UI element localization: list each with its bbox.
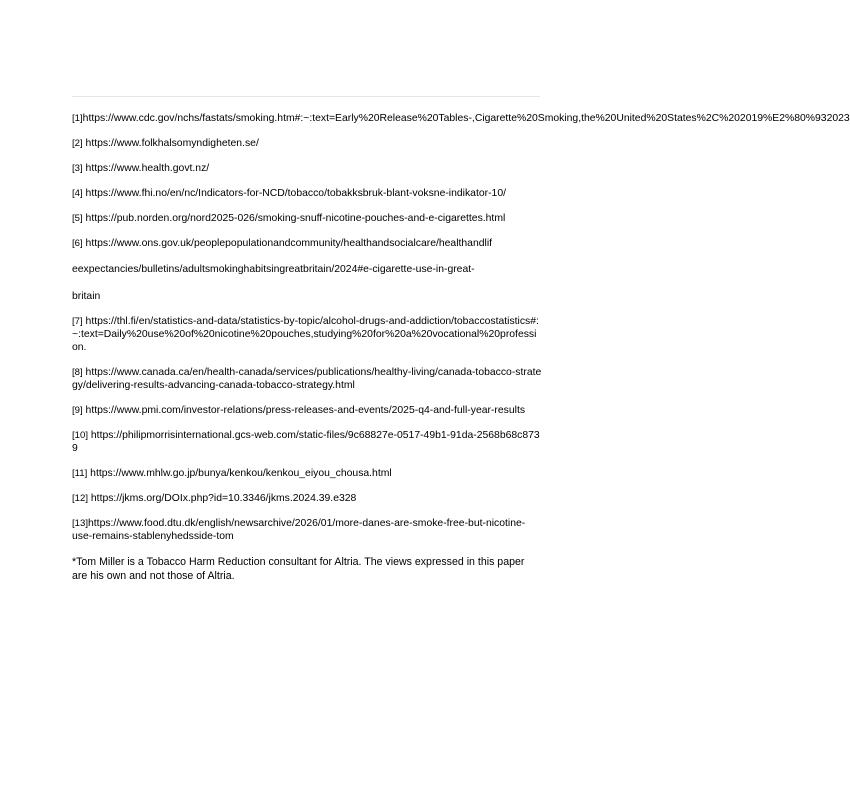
endnote-link[interactable]: https://jkms.org/DOIx.php?id=10.3346/jkms.2024.39.e328 xyxy=(88,493,357,504)
endnote-10 xyxy=(72,429,542,455)
endnote-2 xyxy=(72,137,542,150)
endnote-number: [9] xyxy=(72,405,83,416)
endnote-number: [10] xyxy=(72,430,89,441)
endnote-link[interactable]: https://www.food.dtu.dk/english/newsarchive/2026/01/more-danes-are-smoke-free-but-nicotine-use-remains-stablenyhedsside-tom xyxy=(72,518,526,542)
endnote-link[interactable]: https://pub.norden.org/nord2025-026/smoking-snuff-nicotine-pouches-and-e-cigarettes.html xyxy=(82,213,506,224)
endnote-number: [12] xyxy=(72,493,89,504)
endnote-7 xyxy=(72,315,542,354)
author-note: *Tom Miller is a Tobacco Harm Reduction consultant for Altria. The views expressed in this paper are his own and not those of Altria. xyxy=(72,556,525,582)
endnote-link[interactable]: https://www.health.govt.nz/ xyxy=(82,163,210,174)
endnote-number: [1] xyxy=(72,113,83,124)
endnote-number: [13] xyxy=(72,518,89,529)
endnote-link[interactable]: https://www.fhi.no/en/nc/Indicators-for-NCD/tobacco/tobakksbruk-blant-voksne-indikator-10/ xyxy=(82,188,506,199)
endnote-link[interactable]: https://www.pmi.com/investor-relations/press-releases-and-events/2025-q4-and-full-year-results xyxy=(82,405,526,416)
endnote-number: [2] xyxy=(72,138,83,149)
page-divider xyxy=(72,96,540,97)
endnote-11 xyxy=(72,467,542,480)
endnote-1 xyxy=(72,112,850,125)
endnote-link[interactable]: https://philipmorrisinternational.gcs-web.com/static-files/9c68827e-0517-49b1-91da-2568b68c8739 xyxy=(72,430,540,454)
endnote-number: [8] xyxy=(72,367,83,378)
endnote-link[interactable]: https://thl.fi/en/statistics-and-data/statistics-by-topic/alcohol-drugs-and-addiction/tobaccostatistics#:~:text=Daily%20use%20of%20nicotine%20pouches,studying%20for%20a%20vocational%20profession. xyxy=(72,316,539,353)
endnote-5 xyxy=(72,212,542,225)
endnote-number: [7] xyxy=(72,316,83,327)
endnote-number: [6] xyxy=(72,238,83,249)
endnote-link[interactable]: https://www.ons.gov.uk/peoplepopulationandcommunity/healthandsocialcare/healthandlif xyxy=(82,238,493,249)
endnote-link[interactable]: https://www.cdc.gov/nchs/fastats/smoking.htm#:~:text=Early%20Release%20Tables-,Cigarette%20Smoking,the%20United%20States%2C%202019%E2%80%932023 xyxy=(82,113,850,124)
endnote-link[interactable]: https://www.folkhalsomyndigheten.se/ xyxy=(82,138,259,149)
endnote-3 xyxy=(72,162,542,175)
endnote-6-continuation[interactable]: eexpectancies/bulletins/adultsmokinghabitsingreatbritain/2024#e-cigarette-use-in-great- xyxy=(72,264,475,275)
endnote-8 xyxy=(72,366,542,392)
endnote-number: [4] xyxy=(72,188,83,199)
endnotes xyxy=(72,112,850,583)
endnote-12 xyxy=(72,492,542,505)
endnote-13 xyxy=(72,517,542,543)
endnote-link[interactable]: https://www.mhlw.go.jp/bunya/kenkou/kenkou_eiyou_chousa.html xyxy=(87,468,392,479)
endnote-number: [11] xyxy=(72,468,88,479)
endnote-9 xyxy=(72,404,542,417)
endnote-link[interactable]: https://www.canada.ca/en/health-canada/services/publications/healthy-living/canada-tobacco-strategy/delivering-results-advancing-canada-tobacco-strategy.html xyxy=(72,367,542,391)
endnote-6-continuation[interactable]: britain xyxy=(72,291,101,302)
endnote-number: [3] xyxy=(72,163,83,174)
endnote-6 xyxy=(72,237,542,250)
endnote-number: [5] xyxy=(72,213,83,224)
endnote-4 xyxy=(72,187,542,200)
